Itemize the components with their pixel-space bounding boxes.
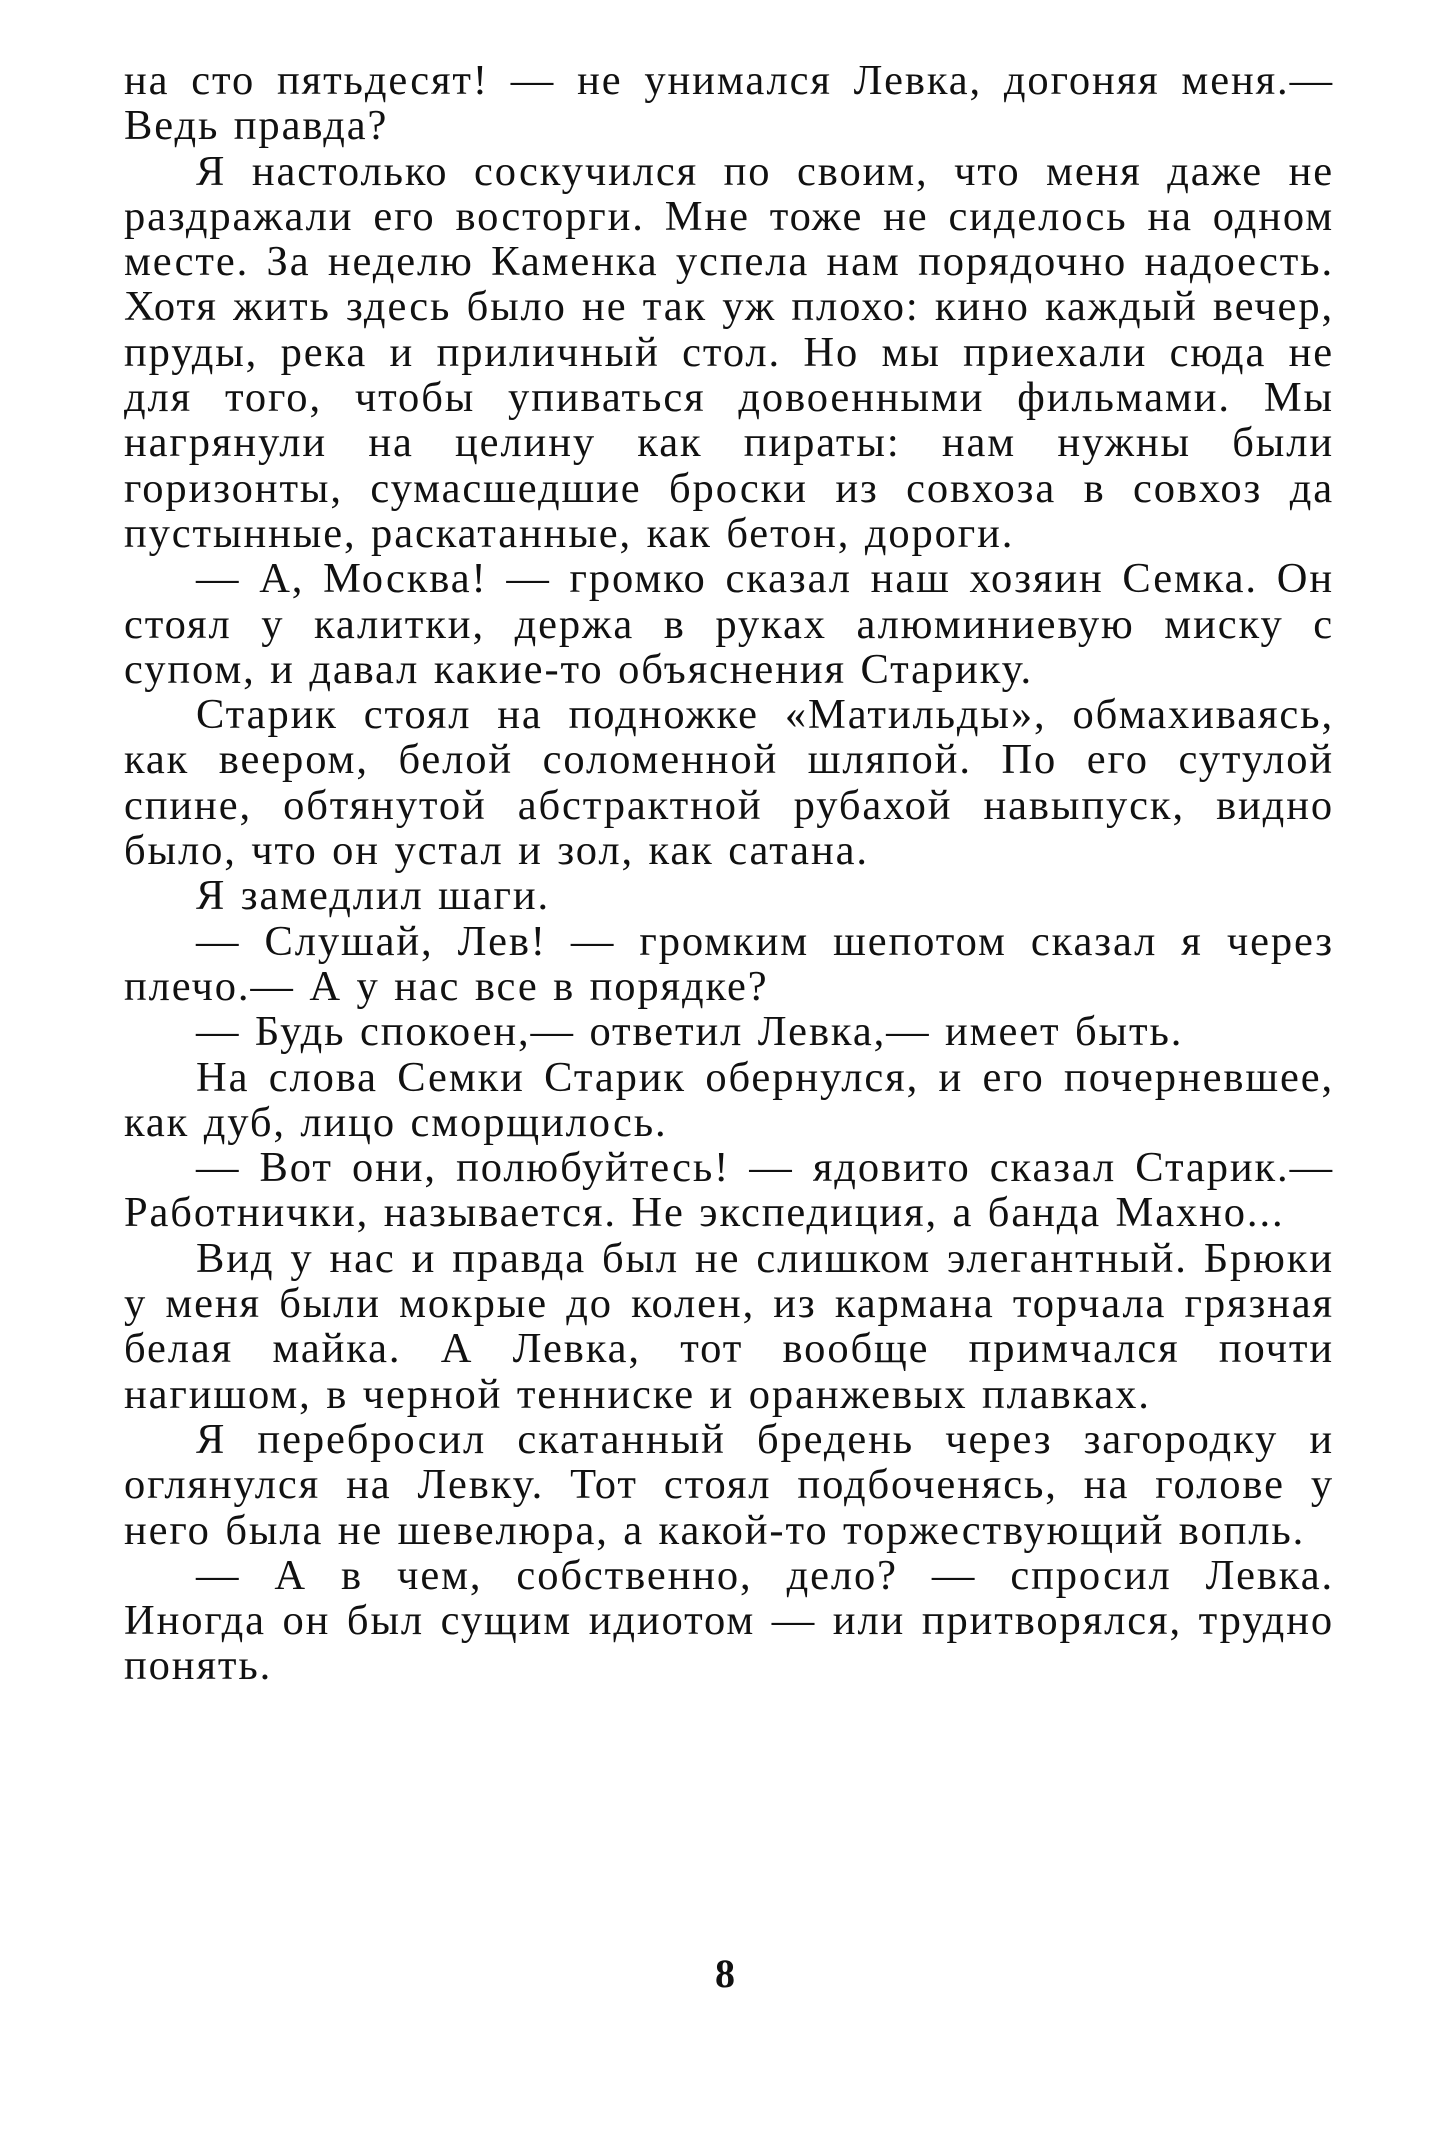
page-body: [124, 58, 1334, 1689]
paragraph-3: — А, Москва! — громко сказал наш хозяин Семка. Он стоял у калитки, держа в руках алюминиевую миску с супом, и давал какие-то объяснения Старику.: [124, 555, 1334, 693]
paragraph-2: Я настолько соскучился по своим, что меня даже не раздражали его восторги. Мне тоже не сиделось на одном месте. За неделю Каменка успела нам порядочно надоесть. Хотя жить здесь было не так уж плохо: кино каждый вечер, пруды, река и приличный стол. Но мы приехали сюда не для того, чтобы упиваться довоенными фильмами. Мы нагрянули на целину как пираты: нам нужны были горизонты, сумасшедшие броски из совхоза в совхоз да пустынные, раскатанные, как бетон, дороги.: [124, 147, 1334, 557]
paragraph-12: — А в чем, собственно, дело? — спросил Левка. Иногда он был сущим идиотом — или притворялся, трудно понять.: [124, 1551, 1334, 1690]
paragraph-6: — Слушай, Лев! — громким шепотом сказал я через плечо.— А у нас все в порядке?: [124, 917, 1334, 1010]
paragraph-7: — Будь спокоен,— ответил Левка,— имеет быть.: [196, 1008, 1184, 1056]
paragraph-9: — Вот они, полюбуйтесь! — ядовито сказал Старик.— Работнички, называется. Не экспедиция, а банда Махно...: [124, 1144, 1334, 1237]
paragraph-10: Вид у нас и правда был не слишком элегантный. Брюки у меня были мокрые до колен, из кармана торчала грязная белая майка. А Левка, тот вообще примчался почти нагишом, в черной тенниске и оранжевых плавках.: [124, 1234, 1334, 1418]
paragraph-11: Я перебросил скатанный бредень через загородку и оглянулся на Левку. Тот стоял подбоченясь, на голове у него была не шевелюра, а какой-то торжествующий вопль.: [124, 1415, 1334, 1554]
paragraph-1: на сто пятьдесят! — не унимался Левка, догоняя меня.— Ведь правда?: [124, 57, 1334, 150]
paragraph-5: Я замедлил шаги.: [196, 872, 551, 920]
paragraph-4: Старик стоял на подножке «Матильды», обмахиваясь, как веером, белой соломенной шляпой. По его сутулой спине, обтянутой абстрактной рубахой навыпуск, видно было, что он устал и зол, как сатана.: [124, 691, 1334, 875]
paragraph-8: На слова Семки Старик обернулся, и его почерневшее, как дуб, лицо сморщилось.: [124, 1053, 1334, 1146]
page-number: 8: [715, 1951, 735, 1996]
